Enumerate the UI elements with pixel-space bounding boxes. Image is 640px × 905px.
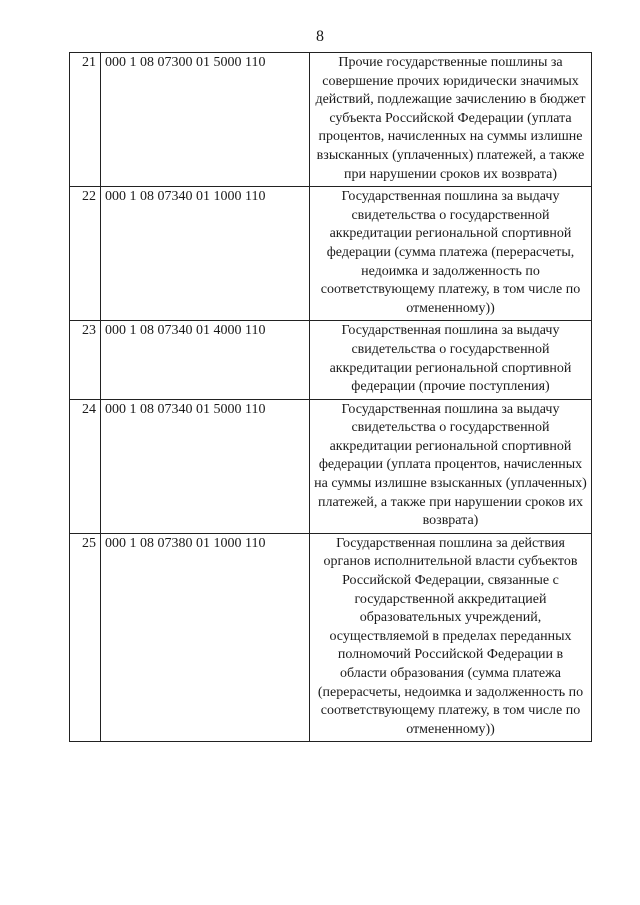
table-row: [70, 187, 592, 321]
budget-code-table: [69, 52, 592, 742]
income-description: Государственная пошлина за выдачу свидетельства о государственной аккредитации региональной спортивной федерации (прочие поступления): [310, 321, 592, 399]
row-number: 22: [70, 187, 101, 321]
row-number: 21: [70, 53, 101, 187]
budget-code: 000 1 08 07340 01 4000 110: [101, 321, 310, 399]
page-number: 8: [316, 28, 324, 45]
table-row: [70, 399, 592, 533]
income-description: Государственная пошлина за выдачу свидетельства о государственной аккредитации региональной спортивной федерации (сумма платежа (перерасчеты, недоимка и задолженность по соответствующему платежу, в том числе по отмененному)): [310, 187, 592, 321]
income-description: Государственная пошлина за действия органов исполнительной власти субъектов Российской Федерации, связанные с государственной аккредитацией образовательных учреждений, осуществляемой в пределах переданных полномочий Российской Федерации в области образования (сумма платежа (перерасчеты, недоимка и задолженность по соответствующему платежу, в том числе по отмененному)): [310, 533, 592, 742]
row-number: 25: [70, 533, 101, 742]
row-number: 24: [70, 399, 101, 533]
table-row: [70, 53, 592, 187]
budget-code: 000 1 08 07340 01 5000 110: [101, 399, 310, 533]
budget-code: 000 1 08 07300 01 5000 110: [101, 53, 310, 187]
income-description: Государственная пошлина за выдачу свидетельства о государственной аккредитации региональной спортивной федерации (уплата процентов, начисленных на суммы излишне взысканных (уплаченных) платежей, а также при нарушении сроков их возврата): [310, 399, 592, 533]
table-row: [70, 321, 592, 399]
budget-code: 000 1 08 07380 01 1000 110: [101, 533, 310, 742]
table-row: [70, 533, 592, 742]
budget-code: 000 1 08 07340 01 1000 110: [101, 187, 310, 321]
row-number: 23: [70, 321, 101, 399]
income-description: Прочие государственные пошлины за совершение прочих юридически значимых действий, подлежащие зачислению в бюджет субъекта Российской Федерации (уплата процентов, начисленных на суммы излишне взысканных (уплаченных) платежей, а также при нарушении сроков их возврата): [310, 53, 592, 187]
